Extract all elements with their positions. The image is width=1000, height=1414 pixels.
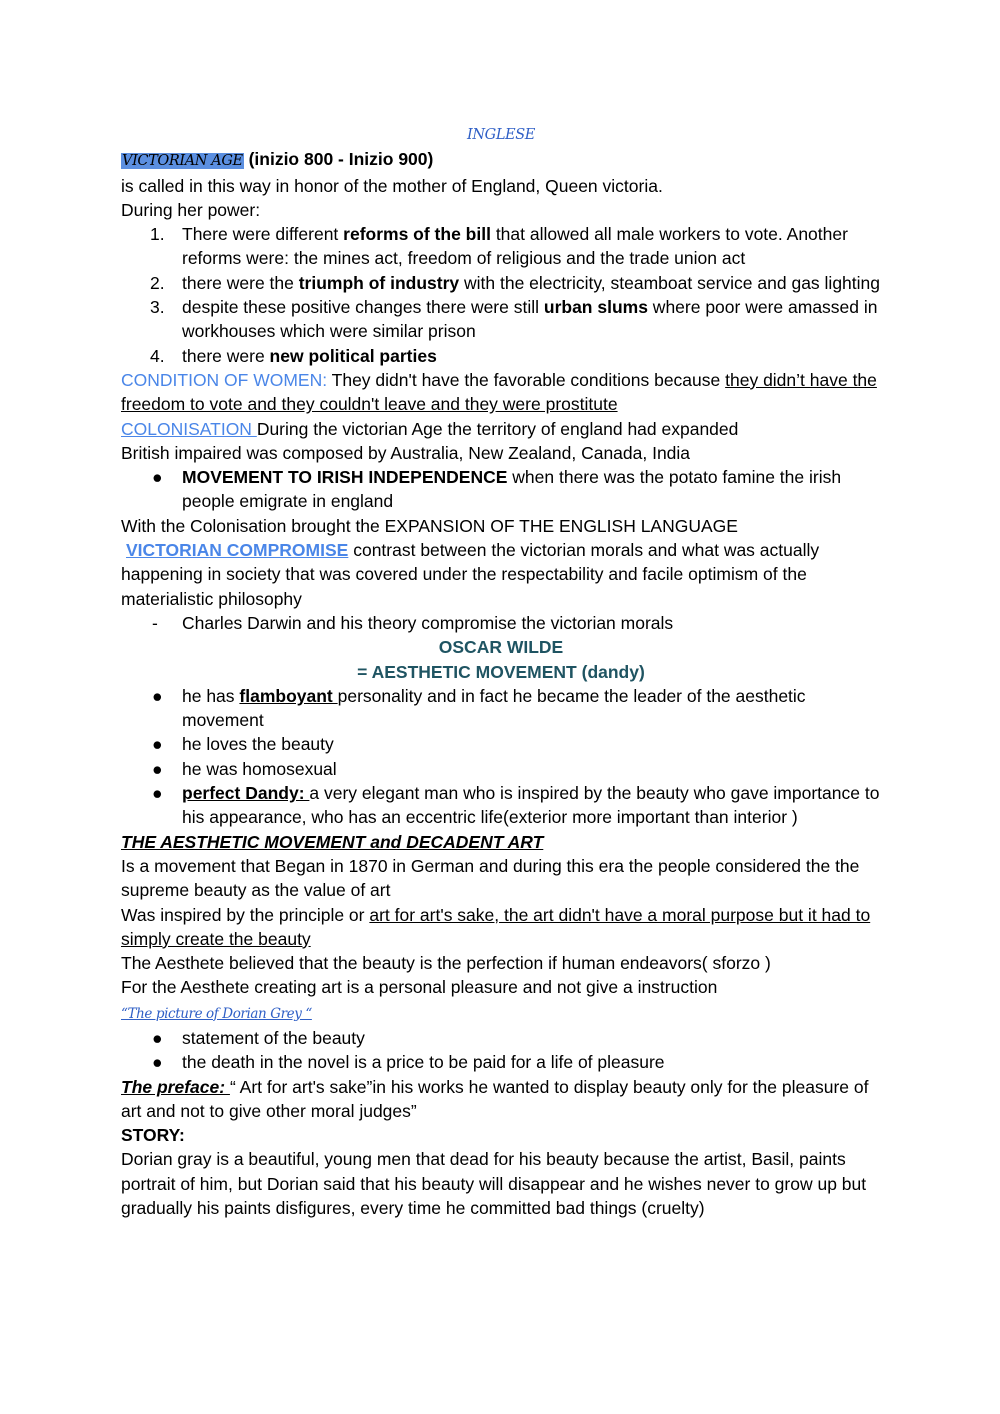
women-label: CONDITION OF WOMEN: (121, 369, 328, 390)
list-item: ● statement of the beauty (121, 1026, 881, 1050)
list-item: ● he was homosexual (121, 757, 881, 781)
preface-paragraph: The preface: “ Art for art's sake”in his works he wanted to display beauty only for the pleasure of art and not to give other moral judges” (121, 1076, 869, 1121)
dash-marker: - (152, 612, 158, 633)
paragraph: The Aesthete believed that the beauty is the perfection if human endeavors( sforzo ) (121, 953, 771, 974)
document-body (121, 121, 881, 1220)
compromise-label: VICTORIAN COMPROMISE (126, 540, 349, 561)
victorian-age-dates: (inizio 800 - Inizio 900) (243, 149, 434, 170)
aesthetic-heading: THE AESTHETIC MOVEMENT and DECADENT ART (121, 831, 544, 852)
story-paragraph: Dorian gray is a beautiful, young men that dead for his beauty because the artist, Basil, paints portrait of him, but Dorian said that his beauty will disappear and he wishes never to grow up but gradually his paints disfigures, every time he committed bad things (cruelty) (121, 1149, 867, 1219)
paragraph: During her power: (121, 199, 261, 220)
list-item: - Charles Darwin and his theory compromise the victorian morals (121, 611, 881, 635)
women-paragraph: CONDITION OF WOMEN: They didn't have the favorable conditions because they didn’t have the freedom to vote and they couldn't leave and they were prostitute (121, 369, 877, 415)
colonisation-paragraph: COLONISATION During the victorian Age the territory of england had expanded (121, 418, 739, 439)
list-item: ● he has flamboyant personality and in fact he became the leader of the aesthetic movement (152, 685, 806, 731)
wilde-heading: OSCAR WILDE (438, 637, 564, 658)
list-item: 2. there were the triumph of industry with the electricity, steamboat service and gas lighting (121, 271, 881, 295)
bullet-icon: ● (152, 1027, 163, 1048)
compromise-list (121, 611, 881, 635)
paragraph: Is a movement that Began in 1870 in German and during this era the people considered the the supreme beauty as the value of art (121, 855, 860, 901)
colonisation-list (121, 465, 881, 514)
bullet-icon: ● (152, 734, 163, 755)
list-item: ● he loves the beauty (121, 732, 881, 756)
list-item: 1. There were different reforms of the bill that allowed all male workers to vote. Another reforms were: the mines act, freedom of religious and the trade union act (150, 224, 848, 269)
preface-label: The preface: (121, 1076, 230, 1097)
dorian-list (121, 1026, 881, 1075)
paragraph: is called in this way in honor of the mother of England, Queen victoria. (121, 175, 663, 196)
dorian-title: “The picture of Dorian Grey “ (121, 1005, 312, 1022)
story-label: STORY: (121, 1125, 185, 1146)
aesthetic-movement-heading: = AESTHETIC MOVEMENT (dandy) (357, 661, 645, 682)
wilde-list (121, 684, 881, 830)
list-item: ● MOVEMENT TO IRISH INDEPENDENCE when there was the potato famine the irish people emigrate in england (152, 467, 842, 512)
bullet-icon: ● (152, 783, 163, 804)
list-item: ● perfect Dandy: a very elegant man who is inspired by the beauty who gave importance to his appearance, who has an eccentric life(exterior more important than interior ) (152, 783, 880, 828)
bullet-icon: ● (152, 685, 163, 706)
list-item: 3. despite these positive changes there were still urban slums where poor were amassed in workhouses which were similar prison (150, 297, 878, 342)
paragraph: British impaired was composed by Australia, New Zealand, Canada, India (121, 442, 691, 463)
compromise-paragraph: VICTORIAN COMPROMISE contrast between the victorian morals and what was actually happening in society that was covered under the respectability and facile optimism of the materialistic philosophy (121, 540, 820, 609)
list-number: 2. (150, 272, 165, 293)
bullet-icon: ● (152, 467, 163, 488)
list-item: ● the death in the novel is a price to be paid for a life of pleasure (121, 1050, 881, 1074)
victorian-age-heading (121, 147, 881, 173)
list-number: 4. (150, 345, 165, 366)
paragraph: With the Colonisation brought the EXPANSION OF THE ENGLISH LANGUAGE (121, 515, 738, 536)
page-title: INGLESE (467, 127, 535, 143)
victorian-list (121, 222, 881, 368)
bullet-icon: ● (152, 1052, 163, 1073)
paragraph: Was inspired by the principle or art for art's sake, the art didn't have a moral purpose but it had to simply create the beauty (121, 904, 871, 949)
colonisation-label: COLONISATION (121, 418, 257, 439)
list-number: 3. (150, 297, 165, 318)
list-item: 4. there were new political parties (121, 344, 881, 368)
list-number: 1. (150, 224, 165, 245)
paragraph: For the Aesthete creating art is a personal pleasure and not give a instruction (121, 977, 718, 998)
victorian-age-label: VICTORIAN AGE (122, 153, 243, 170)
bullet-icon: ● (152, 758, 163, 779)
